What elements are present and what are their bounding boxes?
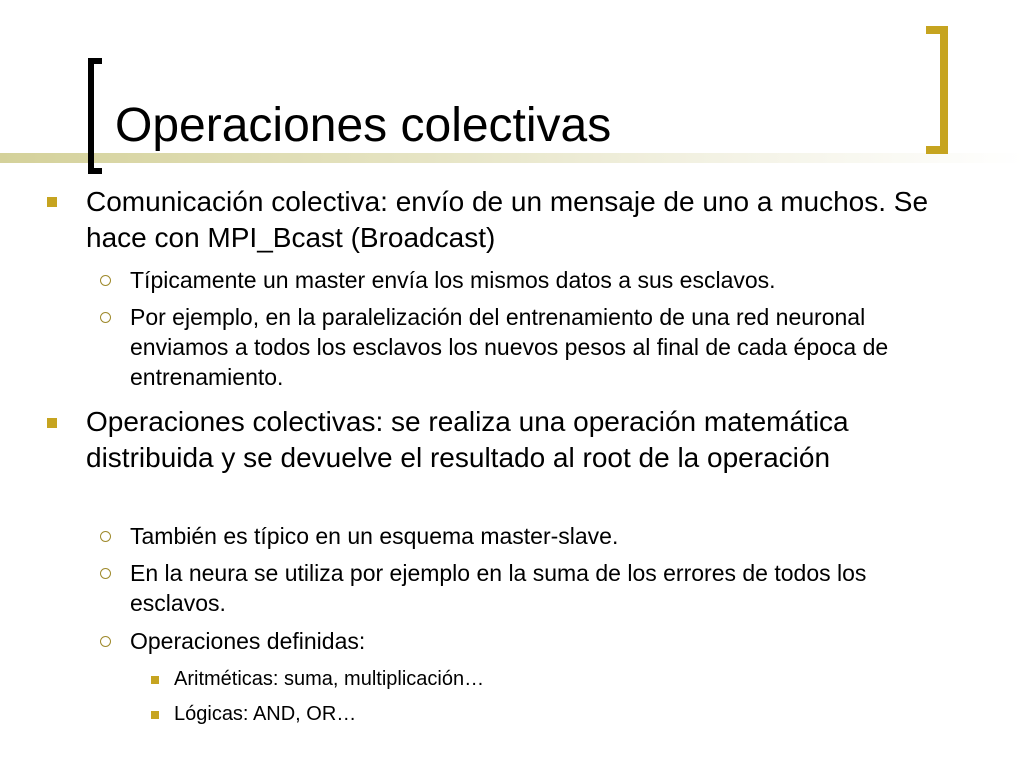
- circle-bullet-icon: [100, 636, 111, 647]
- bullet-item: Operaciones definidas:: [130, 628, 366, 654]
- square-bullet-icon: [151, 711, 159, 719]
- circle-bullet-icon: [100, 275, 111, 286]
- bullet-item: En la neura se utiliza por ejemplo en la suma de los errores de todos los esclavos.: [130, 560, 867, 616]
- circle-bullet-icon: [100, 568, 111, 579]
- bullet-item: Típicamente un master envía los mismos datos a sus esclavos.: [130, 267, 776, 293]
- left-bracket-decoration: [88, 58, 102, 174]
- circle-bullet-icon: [100, 531, 111, 542]
- right-bracket-decoration: [926, 26, 948, 154]
- slide-title: Operaciones colectivas: [115, 99, 612, 152]
- bullet-item: Por ejemplo, en la paralelización del entrenamiento de una red neuronal enviamos a todos los esclavos los nuevos pesos al final de cada época de entrenamiento.: [130, 304, 889, 390]
- square-bullet-icon: [47, 418, 57, 428]
- bullet-item: Comunicación colectiva: envío de un mensaje de uno a muchos. Se hace con MPI_Bcast (Broadcast): [86, 186, 929, 253]
- square-bullet-icon: [47, 197, 57, 207]
- bullet-item: Aritméticas: suma, multiplicación…: [174, 668, 485, 690]
- bullet-item: También es típico en un esquema master-slave.: [130, 523, 619, 549]
- square-bullet-icon: [151, 676, 159, 684]
- bullet-item: Lógicas: AND, OR…: [174, 703, 357, 725]
- bullet-item: Operaciones colectivas: se realiza una operación matemática distribuida y se devuelve el resultado al root de la operación: [86, 406, 849, 473]
- circle-bullet-icon: [100, 312, 111, 323]
